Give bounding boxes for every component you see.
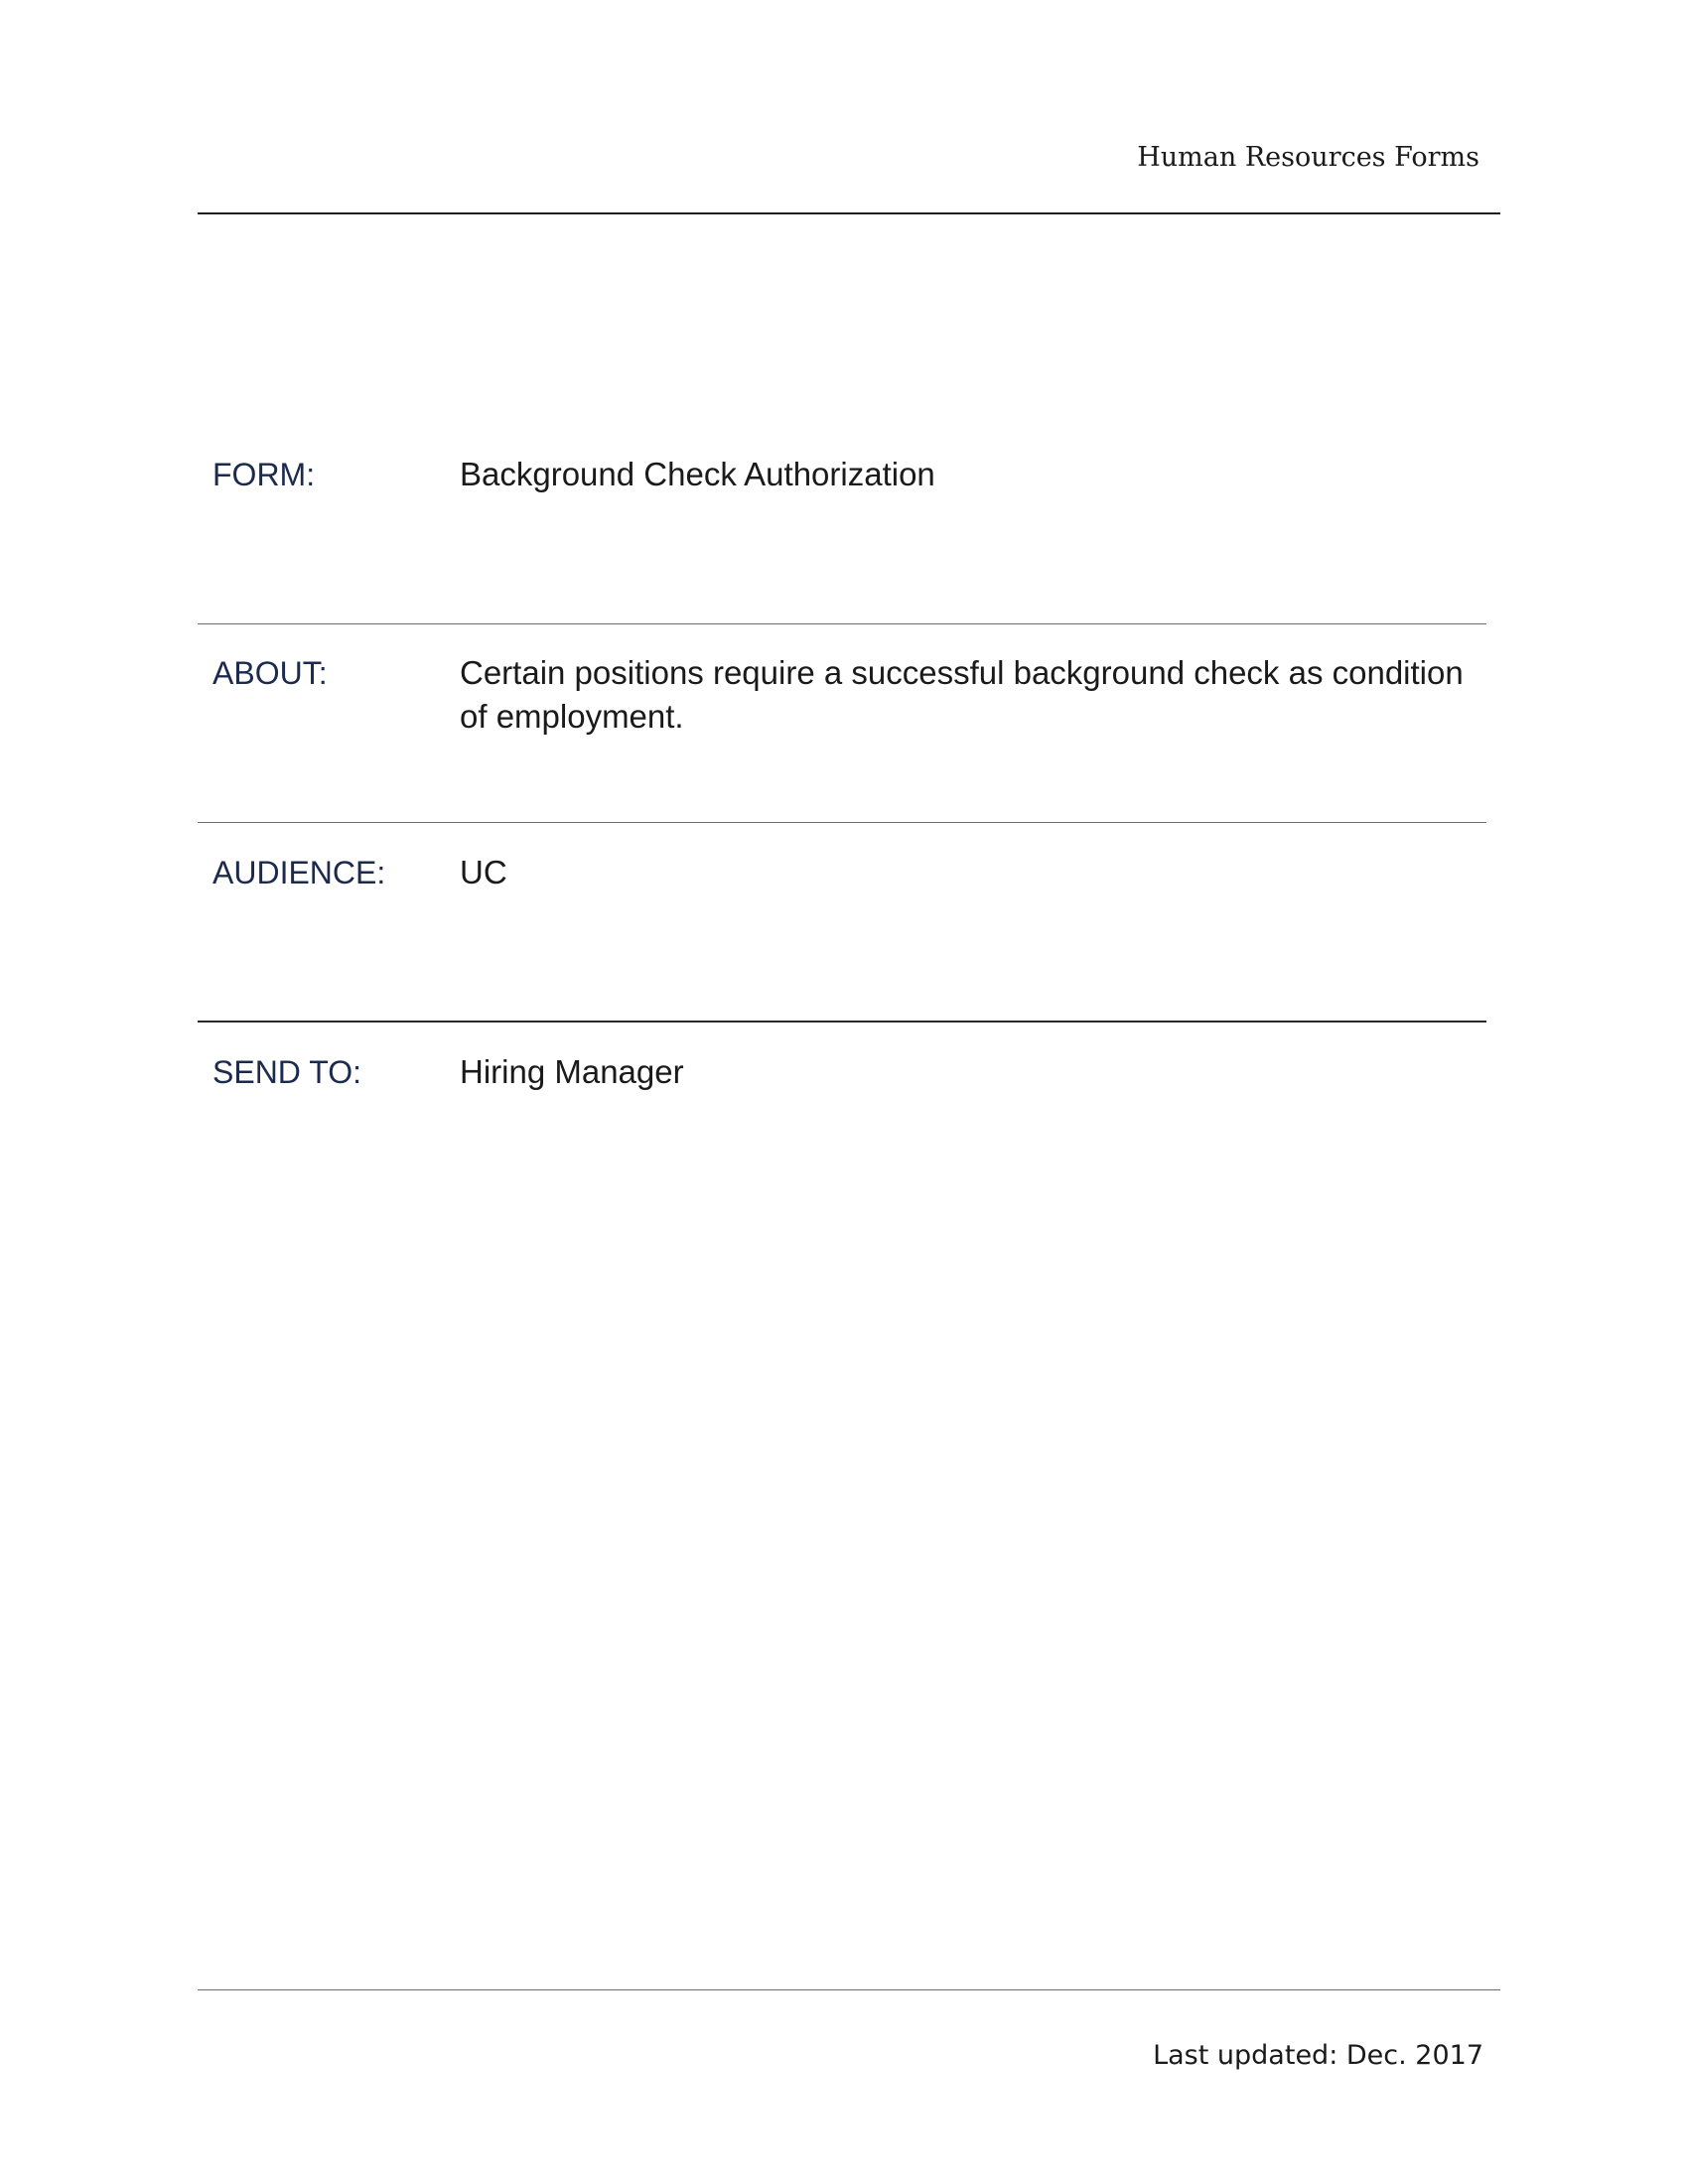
- about-value: Certain positions require a successful background check as condition of employment.: [460, 654, 1464, 735]
- row-divider: [198, 1021, 1486, 1023]
- audience-value: UC: [460, 854, 507, 890]
- audience-label: AUDIENCE:: [212, 855, 386, 890]
- form-label: FORM:: [212, 457, 316, 492]
- send-to-label: SEND TO:: [212, 1054, 361, 1090]
- last-updated-text: Last updated: Dec. 2017: [1153, 2040, 1483, 2071]
- row-divider: [198, 822, 1486, 823]
- about-label: ABOUT:: [212, 655, 328, 691]
- send-to-value: Hiring Manager: [460, 1053, 684, 1090]
- header-divider: [198, 212, 1500, 214]
- row-divider: [198, 623, 1486, 624]
- page-header-title: Human Resources Forms: [1137, 142, 1479, 173]
- form-value: Background Check Authorization: [460, 456, 935, 492]
- footer-divider: [198, 1989, 1500, 1990]
